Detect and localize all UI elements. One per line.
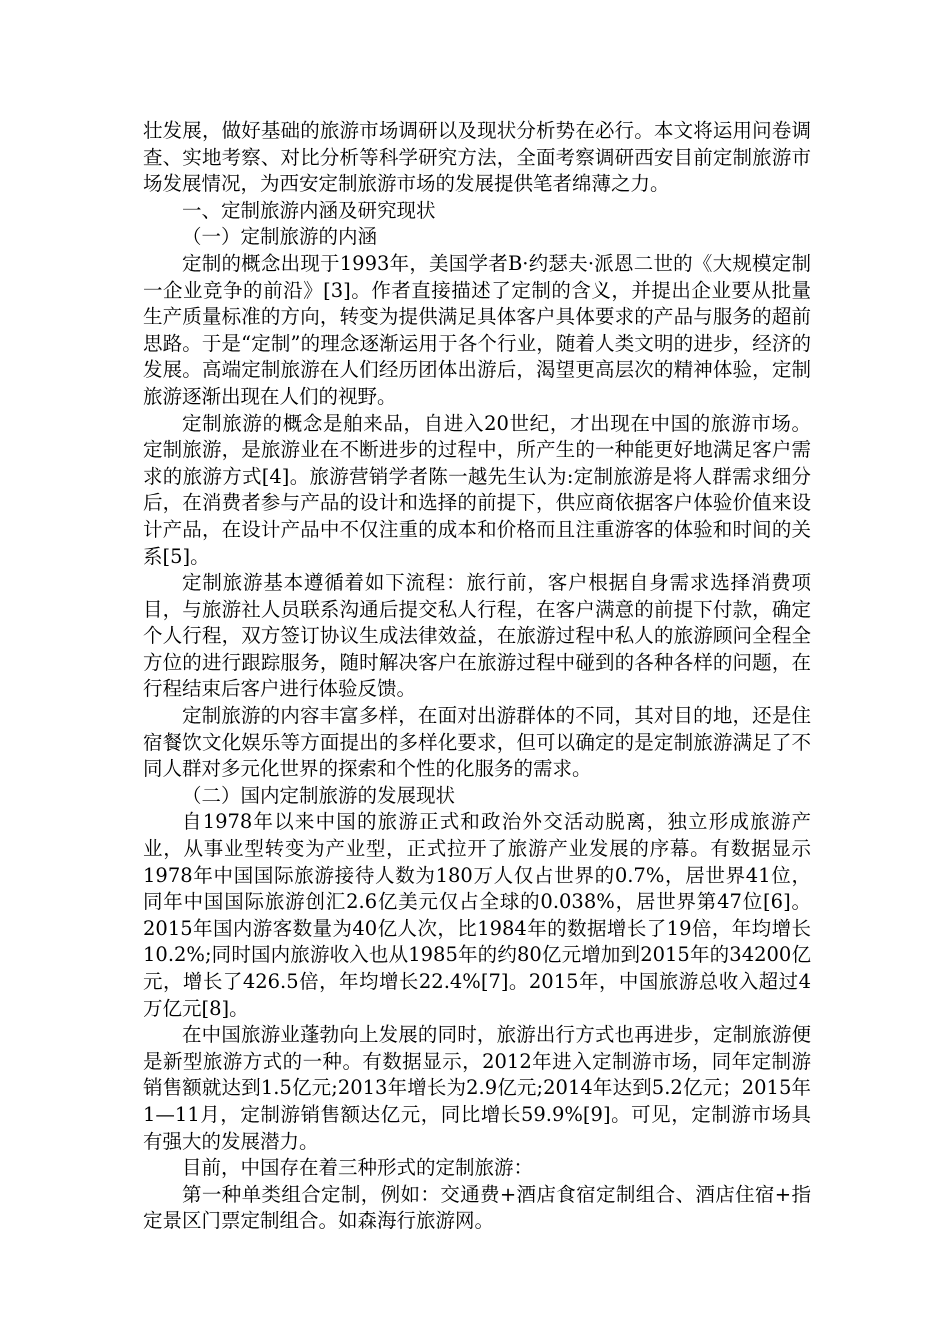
- body-paragraph: 壮发展，做好基础的旅游市场调研以及现状分析势在必行。本文将运用问卷调查、实地考察、对比分析等科学研究方法，全面考察调研西安目前定制旅游市场发展情况，为西安定制旅游市场的发展提供笔者绵薄之力。: [143, 119, 811, 196]
- body-paragraph: 自1978年以来中国的旅游正式和政治外交活动脱离，独立形成旅游产业，从事业型转变为产业型，正式拉开了旅游产业发展的序幕。有数据显示1978年中国国际旅游接待人数为180万人仅占世界的0.7%，居世界41位，同年中国国际旅游创汇2.6亿美元仅占全球的0.038%，居世界第47位[6]。2015年国内游客数量为40亿人次，比1984年的数据增长了19倍，年均增长10.2%;同时国内旅游收入也从1985年的约80亿元增加到2015年的34200亿元，增长了426.5倍，年均增长22.4%[7]。2015年，中国旅游总收入超过4万亿元[8]。: [143, 810, 811, 1020]
- body-paragraph: 定制的概念出现于1993年，美国学者B·约瑟夫·派恩二世的《大规模定制一企业竞争的前沿》[3]。作者直接描述了定制的含义，并提出企业要从批量生产质量标准的方向，转变为提供满足具体客户具体要求的产品与服务的超前思路。于是“定制”的理念逐渐运用于各个行业，随着人类文明的进步，经济的发展。高端定制旅游在人们经历团体出游后，渴望更高层次的精神体验，定制旅游逐渐出现在人们的视野。: [143, 251, 811, 408]
- body-paragraph: 定制旅游基本遵循着如下流程：旅行前，客户根据自身需求选择消费项目，与旅游社人员联系沟通后提交私人行程，在客户满意的前提下付款，确定个人行程，双方签订协议生成法律效益，在旅游过程中私人的旅游顾问全程全方位的进行跟踪服务，随时解决客户在旅游过程中碰到的各种各样的问题，在行程结束后客户进行体验反馈。: [143, 571, 811, 701]
- document-page: [143, 118, 811, 1235]
- body-paragraph: 在中国旅游业蓬勃向上发展的同时，旅游出行方式也再进步，定制旅游便是新型旅游方式的一种。有数据显示，2012年进入定制游市场，同年定制游销售额就达到1.5亿元;2013年增长为2.9亿元;2014年达到5.2亿元；2015年1—11月，定制游销售额达亿元，同比增长59.9%[9]。可见，定制游市场具有强大的发展潜力。: [143, 1023, 811, 1153]
- section-heading: 一、定制旅游内涵及研究现状: [182, 198, 436, 222]
- subsection-heading: （二）国内定制旅游的发展现状: [182, 783, 456, 807]
- body-paragraph: 定制旅游的内容丰富多样，在面对出游群体的不同，其对目的地，还是住宿餐饮文化娱乐等方面提出的多样化要求，但可以确定的是定制旅游满足了不同人群对多元化世界的探索和个性的化服务的需求。: [143, 704, 811, 781]
- body-paragraph: 定制旅游的概念是舶来品，自进入20世纪，才出现在中国的旅游市场。定制旅游，是旅游业在不断进步的过程中，所产生的一种能更好地满足客户需求的旅游方式[4]。旅游营销学者陈一越先生认为:定制旅游是将人群需求细分后，在消费者参与产品的设计和选择的前提下，供应商依据客户体验价值来设计产品，在设计产品中不仅注重的成本和价格而且注重游客的体验和时间的关系[5]。: [143, 411, 811, 568]
- subsection-heading: （一）定制旅游的内涵: [182, 225, 378, 249]
- body-paragraph: 目前，中国存在着三种形式的定制旅游：: [182, 1156, 534, 1180]
- body-paragraph: 第一种单类组合定制，例如：交通费+酒店食宿定制组合、酒店住宿+指定景区门票定制组合。如森海行旅游网。: [143, 1182, 811, 1233]
